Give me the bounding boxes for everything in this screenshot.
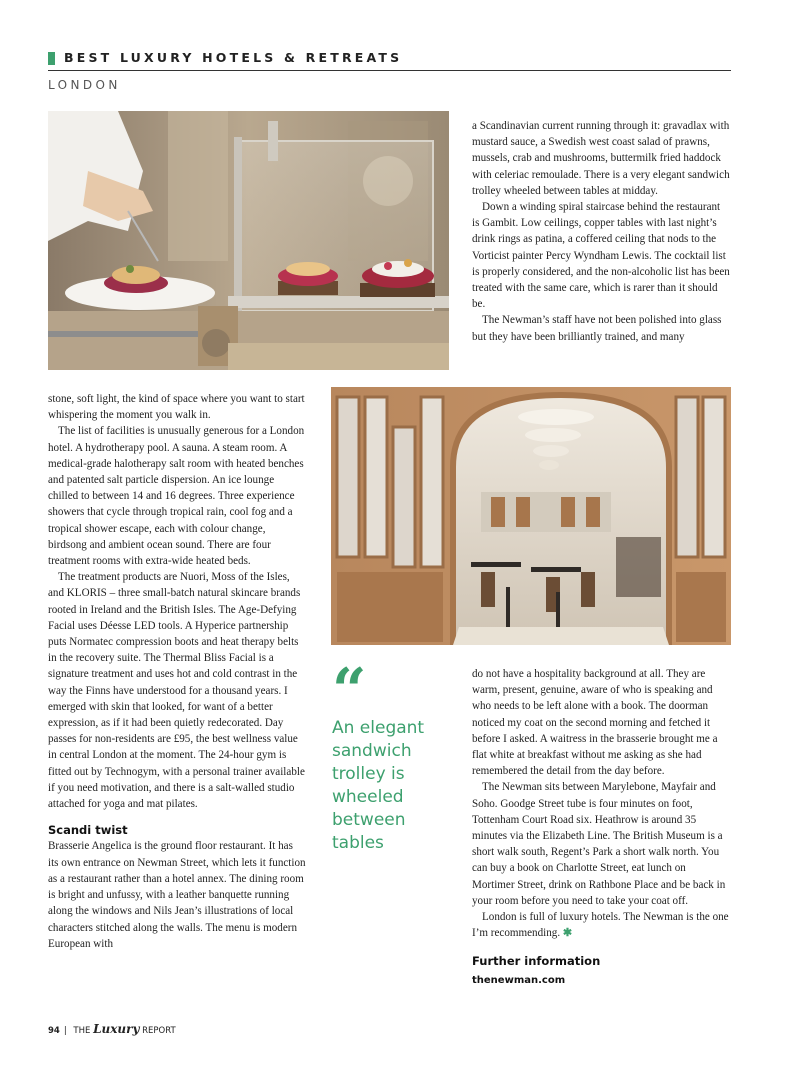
page-number: 94 bbox=[48, 1026, 60, 1036]
subheading: Scandi twist bbox=[48, 823, 128, 838]
section-title: BEST LUXURY HOTELS & RETREATS bbox=[64, 50, 403, 65]
sandwich-trolley-photo bbox=[48, 111, 449, 370]
brasserie-interior-illustration bbox=[331, 387, 731, 645]
page-footer bbox=[48, 1022, 176, 1036]
body-paragraph: Brasserie Angelica is the ground floor restaurant. It has its own entrance on Newman Street, which lets it function as a restaurant rather than a hotel annex. The dining room is bright and unfussy, with a leather banquette running along the windows and Nils Jean’s illustrations of local characters stitched along the walls. The menu is modern European with bbox=[48, 840, 306, 950]
header-rule bbox=[48, 70, 731, 71]
magazine-the: THE bbox=[73, 1026, 91, 1036]
footer-separator: | bbox=[63, 1026, 67, 1036]
article-column-right-bottom bbox=[472, 666, 730, 989]
article-column-right-top bbox=[472, 118, 730, 345]
body-paragraph: Down a winding spiral staircase behind the restaurant is Gambit. Low ceilings, copper tables with last night’s drink rings as patina, a coffered ceiling that nods to the Vorticist painter Percy Wyndham Lewis. The cocktail list is properly considered, and the non-alcoholic list has been treated with the same care, which is rarer than it should be. bbox=[472, 201, 730, 311]
body-paragraph: The list of facilities is unusually generous for a London hotel. A hydrotherapy pool. A sauna. A steam room. A medical-grade halotherapy salt room with heated benches and patented salt particle dispersion. An ice lounge chilled to between 14 and 16 degrees. Three experience showers that cycle through tropical rain, cool fog and a tropical shower escape, each with colour change, birdsong and ambient ocean sound. There are four treatment rooms with extra-wide heated beds. bbox=[48, 425, 305, 568]
pull-quote-text: An elegant sandwich trolley is wheeled between tables bbox=[332, 718, 425, 853]
body-paragraph: do not have a hospitality background at all. They are warm, present, genuine, aware of who is speaking and who needs to be left alone with a book. The doorman noticed my coat on the second morning and fetched it before I asked. A waitress in the brasserie brought me a flat white at breakfast without me asking as she had remembered the detail from the day before. bbox=[472, 668, 718, 778]
body-paragraph bbox=[472, 909, 730, 941]
website-link[interactable]: thenewman.com bbox=[472, 974, 566, 986]
body-paragraph: The treatment products are Nuori, Moss of the Isles, and KLORIS – three small-batch natural skincare brands rooted in Ireland and the British Isles. The Age-Defying Facial uses Déesse LED tools. A Hyperice partnership puts Normatec compression boots and heat therapy belts in the recovery suite. The Thermal Bliss Facial is a signature treatment and uses hot and cold contrast in the way the Finns have understood for a thousand years. I emerged with skin that looked, for want of a better expression, as if it had been quietly redecorated. Day passes for non-residents are £95, the best wellness value in central London at the moment. The 24-hour gym is fitted out by Technogym, with a personal trainer available if you need motivation, and there is a salt-walled studio attached for yoga and mat pilates. bbox=[48, 571, 305, 811]
body-paragraph: a Scandinavian current running through it: gravadlax with mustard sauce, a Swedish west coast salad of prawns, mussels, crab and mushrooms, buttermilk fried haddock with celeriac remoulade. There is a very elegant sandwich trolley wheeled between tables at midday. bbox=[472, 120, 730, 197]
article-column-left bbox=[48, 391, 306, 952]
end-mark-icon: ✱ bbox=[562, 927, 573, 940]
magazine-logo: Luxury bbox=[93, 1022, 140, 1036]
further-information bbox=[472, 953, 730, 988]
closing-sentence: London is full of luxury hotels. The Newman is the one I’m recommending. bbox=[472, 911, 729, 940]
quote-mark-icon: “ bbox=[332, 656, 367, 726]
brasserie-interior-photo bbox=[331, 387, 731, 645]
sandwich-trolley-illustration bbox=[48, 111, 449, 370]
body-paragraph: stone, soft light, the kind of space where you want to start whispering the moment you walk in. bbox=[48, 393, 305, 422]
body-paragraph: The Newman sits between Marylebone, Mayfair and Soho. Goodge Street tube is four minutes on foot, Tottenham Court Road six. Heathrow is around 35 minutes via the Elizabeth Line. The British Museum is a short walk south, Regent’s Park a short walk north. You can buy a book on Charlotte Street, eat lunch on Mortimer Street, drink on Rathbone Place and be back in your room before you need to take your coat off. bbox=[472, 781, 726, 907]
pull-quote bbox=[332, 656, 462, 855]
magazine-report: REPORT bbox=[142, 1026, 176, 1036]
region-label: LONDON bbox=[48, 78, 121, 92]
section-marker bbox=[48, 52, 55, 65]
body-paragraph: The Newman’s staff have not been polished into glass but they have been brilliantly trained, and many bbox=[472, 314, 722, 343]
further-information-heading: Further information bbox=[472, 954, 601, 969]
